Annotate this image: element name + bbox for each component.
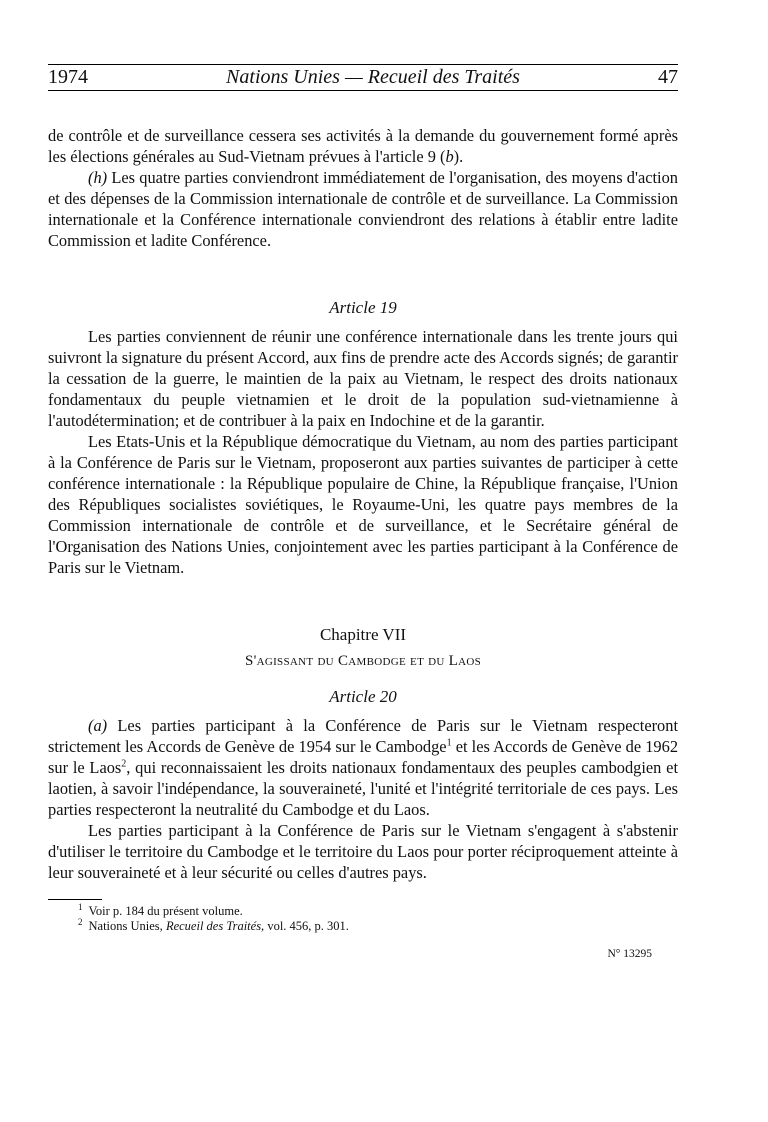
footnote-1 bbox=[78, 901, 678, 919]
footnote-ref-2: 2 bbox=[121, 758, 127, 770]
footnote-text: Nations Unies, bbox=[88, 919, 166, 933]
article-19-heading: Article 19 bbox=[329, 298, 397, 317]
paragraph-continuation bbox=[48, 125, 678, 167]
footnote-ref-1: 1 bbox=[446, 737, 452, 749]
paragraph-label: (h) bbox=[88, 168, 108, 187]
paragraph-text: et les Accords de Genève de 1962 sur le Laos bbox=[48, 737, 679, 777]
footnote-rule bbox=[48, 899, 102, 900]
article-19-paragraph-1: Les parties conviennent de réunir une conférence internationale dans les trente jours qui suivront la signature du présent Accord, aux fins de prendre acte des Accords signés; de garantir la cessation de la guerre, le maintien de la paix au Vietnam, le respect des droits nationaux fondamentaux du peuple vietnamien et le droit de la population sud-vietnamienne à l'autodétermination; et de contribuer à la paix en Indochine et de la garantir. bbox=[48, 327, 678, 430]
footnote-mark: 1 bbox=[78, 901, 83, 912]
registration-number: N° 13295 bbox=[607, 948, 652, 960]
article-20-heading: Article 20 bbox=[329, 687, 397, 706]
chapter-title: Chapitre VII bbox=[319, 625, 407, 644]
paragraph-text: , qui reconnaissaient les droits nationaux fondamentaux des peuples cambodgien et laotien, à savoir l'indépendance, la souveraineté, l'unité et l'intégrité territoriale de ces pays. Les parties respecteront la neutralité du Cambodge et du Laos. bbox=[48, 758, 678, 819]
footnote-2 bbox=[78, 916, 678, 934]
paragraph-text: de contrôle et de surveillance cessera ses activités à la demande du gouvernement formé après les élections générales au Sud-Vietnam prévues à l'article 9 ( bbox=[48, 126, 678, 166]
footnote-text: Voir p. 184 du présent volume. bbox=[88, 904, 243, 918]
paragraph-text-end: ). bbox=[453, 147, 464, 166]
header-page-number: 47 bbox=[657, 66, 678, 88]
footnote-text: vol. 456, p. 301. bbox=[264, 919, 349, 933]
article-20-paragraph-a bbox=[48, 715, 678, 820]
document-body bbox=[48, 125, 678, 965]
paragraph-label: (a) bbox=[88, 716, 108, 735]
footnotes bbox=[78, 901, 678, 934]
article-20-paragraph-2: Les parties participant à la Conférence de Paris sur le Vietnam s'engagent à s'abstenir d'utiliser le territoire du Cambodge et le territoire du Laos pour porter réciproquement atteinte à leur souveraineté et à leur sécurité ou celles d'autres pays. bbox=[48, 821, 678, 882]
paragraph-h bbox=[48, 167, 678, 251]
footnote-mark: 2 bbox=[78, 916, 83, 927]
document-page bbox=[48, 64, 678, 965]
paragraph-text: Les parties participant à la Conférence de Paris sur le Vietnam respecteront strictement les Accords de Genève de 1954 sur le Cambodge bbox=[48, 716, 678, 756]
paragraph-text: Les quatre parties conviendront immédiatement de l'organisation, des moyens d'action et des dépenses de la Commission internationale de contrôle et de surveillance. La Commission internationale et la Conférence internationale conviendront des relations à établir entre ladite Commission et ladite Conférence. bbox=[48, 168, 678, 250]
paragraph-italic: b bbox=[445, 147, 454, 166]
running-header bbox=[48, 66, 678, 91]
chapter-subtitle: S'agissant du Cambodge et du Laos bbox=[244, 653, 482, 669]
header-year: 1974 bbox=[48, 66, 88, 88]
header-title: Nations Unies — Recueil des Traités bbox=[226, 66, 520, 88]
footnote-italic: Recueil des Traités, bbox=[165, 919, 265, 933]
article-19-paragraph-2: Les Etats-Unis et la République démocratique du Vietnam, au nom des parties participant à la Conférence de Paris sur le Vietnam, proposeront aux parties suivantes de participer à cette conférence internationale : la République populaire de Chine, la République française, l'Union des Républiques socialistes soviétiques, le Royaume-Uni, les quatre pays membres de la Commission internationale de contrôle et de surveillance, et le Secrétaire général de l'Organisation des Nations Unies, conjointement avec les parties participant à la Conférence de Paris sur le Vietnam. bbox=[48, 432, 678, 577]
